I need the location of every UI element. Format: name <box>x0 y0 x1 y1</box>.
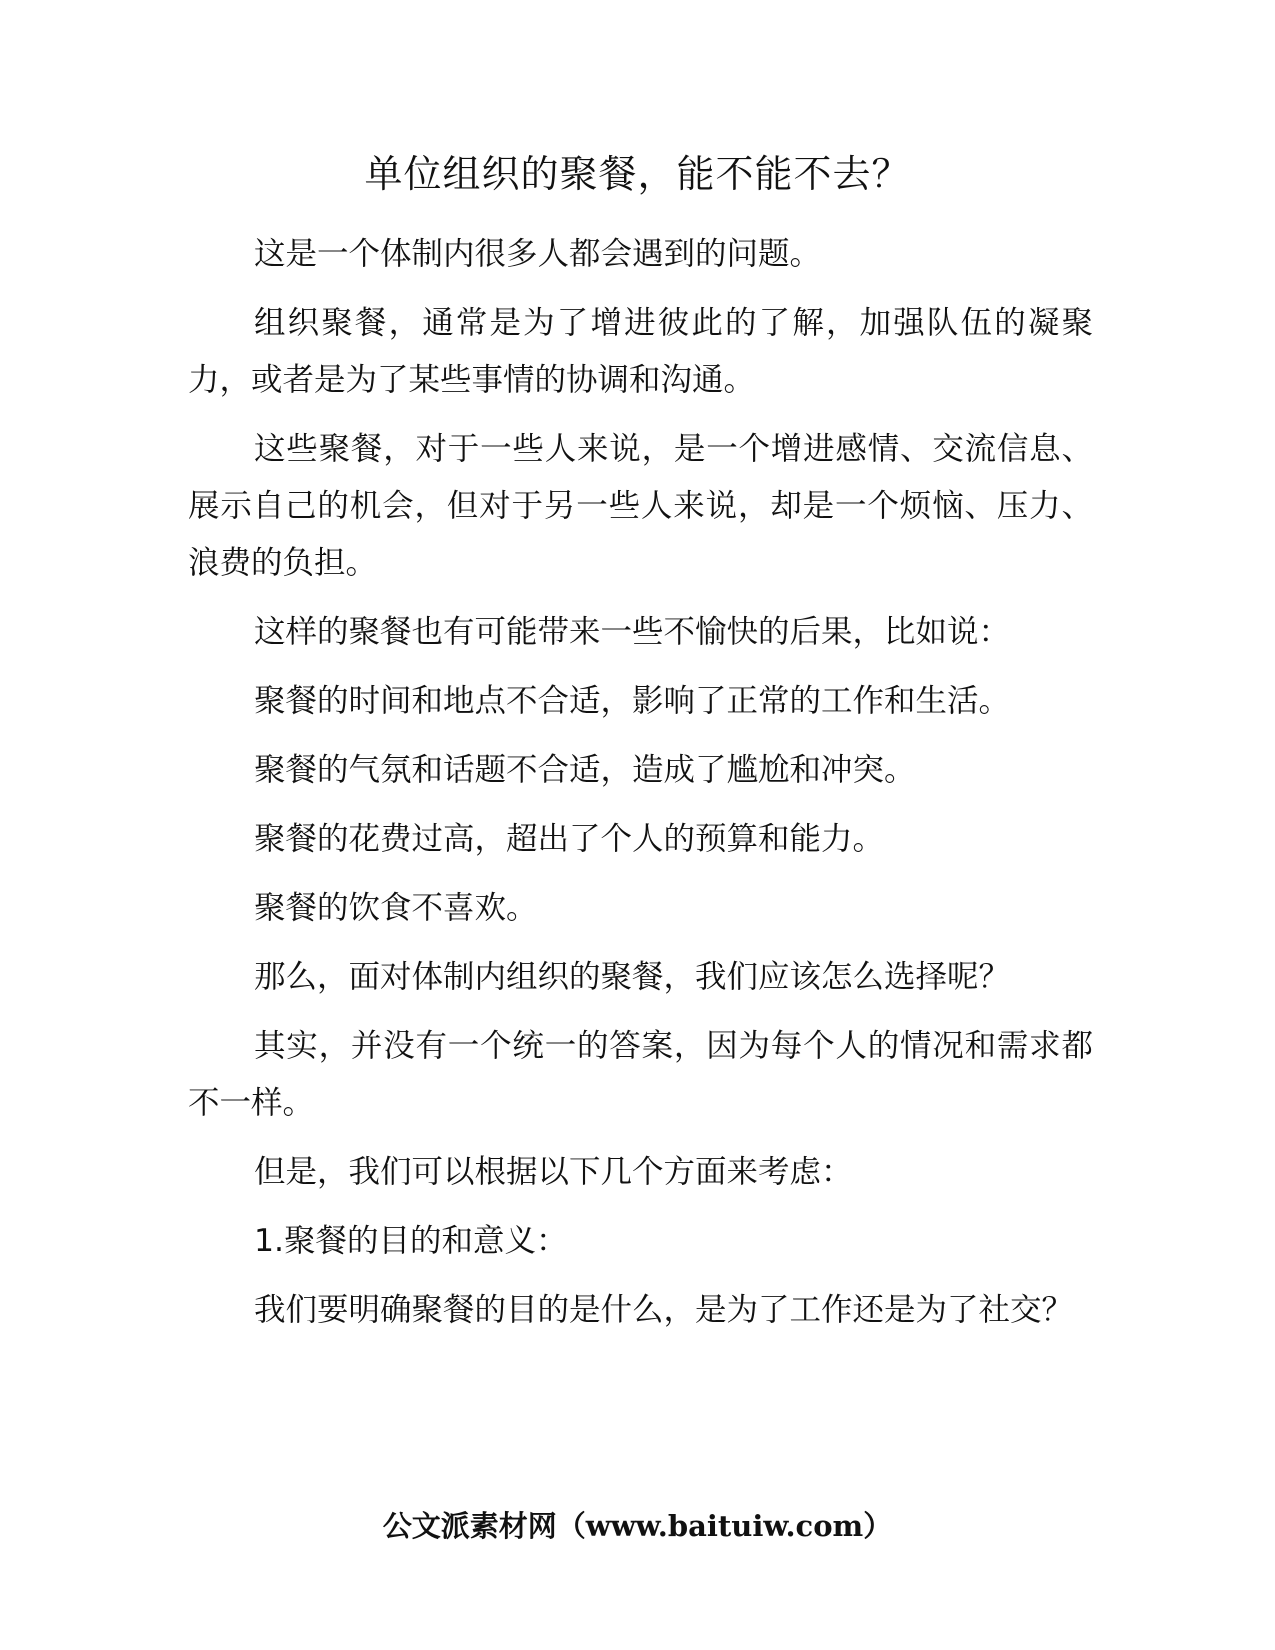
paragraph: 但是，我们可以根据以下几个方面来考虑： <box>254 1154 853 1190</box>
paragraph: 这些聚餐，对于一些人来说，是一个增进感情、交流信息、展示自己的机会，但对于另一些人来说，却是一个烦恼、压力、浪费的负担。 <box>188 431 1093 581</box>
paragraph: 组织聚餐，通常是为了增进彼此的了解，加强队伍的凝聚力，或者是为了某些事情的协调和沟通。 <box>188 305 1093 398</box>
paragraph: 聚餐的饮食不喜欢。 <box>254 890 538 926</box>
document-title: 单位组织的聚餐，能不能不去？ <box>364 152 911 196</box>
page-footer-source: 公文派素材网（www.baituiw.com） <box>382 1509 893 1543</box>
document-body <box>188 226 1093 1351</box>
paragraph: 聚餐的花费过高，超出了个人的预算和能力。 <box>254 821 885 857</box>
paragraph: 我们要明确聚餐的目的是什么，是为了工作还是为了社交？ <box>254 1292 1074 1328</box>
paragraph: 这样的聚餐也有可能带来一些不愉快的后果，比如说： <box>254 614 1011 650</box>
paragraph: 这是一个体制内很多人都会遇到的问题。 <box>254 236 822 272</box>
section-heading: 1.聚餐的目的和意义： <box>254 1223 568 1259</box>
paragraph: 那么，面对体制内组织的聚餐，我们应该怎么选择呢？ <box>254 959 1011 995</box>
paragraph: 聚餐的气氛和话题不合适，造成了尴尬和冲突。 <box>254 752 916 788</box>
paragraph: 其实，并没有一个统一的答案，因为每个人的情况和需求都不一样。 <box>188 1028 1093 1121</box>
paragraph: 聚餐的时间和地点不合适，影响了正常的工作和生活。 <box>254 683 1011 719</box>
